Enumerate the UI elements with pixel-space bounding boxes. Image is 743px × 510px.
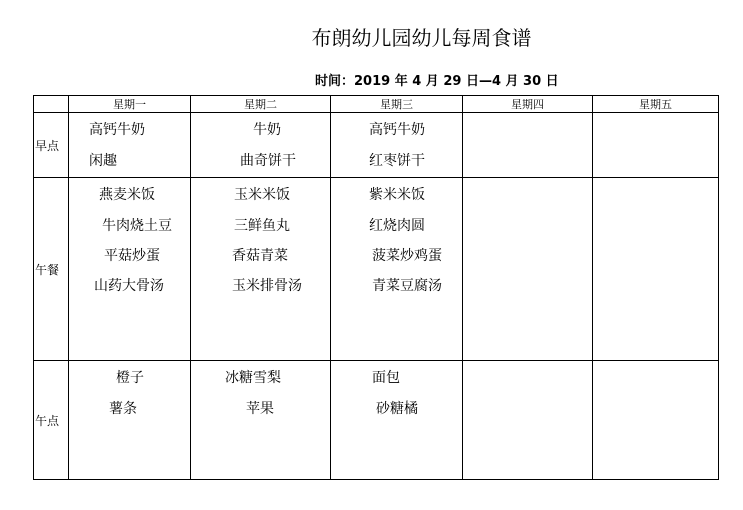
header-day: 星期五 <box>593 96 719 113</box>
dish: 香菇青菜 <box>232 248 288 264</box>
dish: 砂糖橘 <box>376 401 418 417</box>
dish: 玉米米饭 <box>234 187 290 203</box>
dish: 玉米排骨汤 <box>232 278 302 294</box>
menu-table <box>33 95 719 480</box>
menu-cell <box>69 178 191 361</box>
menu-cell <box>593 361 719 480</box>
dish: 燕麦米饭 <box>99 187 155 203</box>
row-label: 早点 <box>34 113 69 178</box>
dish: 红烧肉圆 <box>369 218 425 234</box>
menu-cell <box>69 361 191 480</box>
meal-row-breakfast <box>34 113 719 178</box>
header-day: 星期一 <box>69 96 191 113</box>
menu-cell <box>463 361 593 480</box>
dish: 曲奇饼干 <box>240 153 296 169</box>
dish: 薯条 <box>109 401 137 417</box>
dish: 橙子 <box>116 370 144 386</box>
menu-cell <box>331 113 463 178</box>
meal-row-lunch <box>34 178 719 361</box>
dish: 菠菜炒鸡蛋 <box>372 248 442 264</box>
menu-cell <box>69 113 191 178</box>
header-day: 星期四 <box>463 96 593 113</box>
menu-cell <box>331 361 463 480</box>
menu-cell <box>463 178 593 361</box>
dish: 高钙牛奶 <box>89 122 145 138</box>
dish: 三鲜鱼丸 <box>234 218 290 234</box>
row-label: 午点 <box>34 361 69 480</box>
menu-cell <box>191 361 331 480</box>
dish: 牛奶 <box>253 122 281 138</box>
meal-row-snack <box>34 361 719 480</box>
dish: 紫米米饭 <box>369 187 425 203</box>
date-range: 时间：2019 年 4 月 29 日—4 月 30 日 <box>315 74 559 89</box>
menu-cell <box>593 113 719 178</box>
dish: 牛肉烧土豆 <box>102 218 172 234</box>
dish: 平菇炒蛋 <box>104 248 160 264</box>
dish: 青菜豆腐汤 <box>372 278 442 294</box>
menu-cell <box>191 113 331 178</box>
menu-cell <box>463 113 593 178</box>
header-day: 星期三 <box>331 96 463 113</box>
header-day: 星期二 <box>191 96 331 113</box>
dish: 闲趣 <box>89 153 117 169</box>
menu-cell <box>191 178 331 361</box>
header-row <box>34 96 719 113</box>
menu-cell <box>593 178 719 361</box>
dish: 冰糖雪梨 <box>225 370 281 386</box>
page-title <box>0 22 743 51</box>
menu-cell <box>331 178 463 361</box>
dish: 高钙牛奶 <box>369 122 425 138</box>
dish: 面包 <box>372 370 400 386</box>
corner-cell <box>34 96 69 113</box>
dish: 苹果 <box>246 401 274 417</box>
dish: 山药大骨汤 <box>94 278 164 294</box>
row-label: 午餐 <box>34 178 69 361</box>
title-text: 布朗幼儿园幼儿每周食谱 <box>311 26 532 50</box>
dish: 红枣饼干 <box>369 153 425 169</box>
